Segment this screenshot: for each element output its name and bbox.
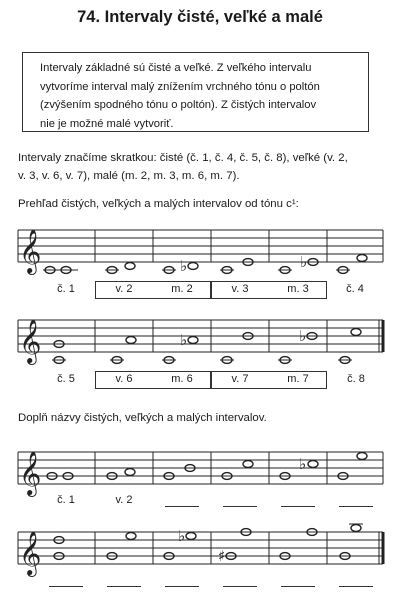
staff-1 (0, 218, 400, 278)
overview-heading: Prehľad čistých, veľkých a malých intervalov od tónu c¹: (18, 198, 299, 210)
info-line: nie je možné malé vytvoriť. (40, 117, 174, 130)
notes (52, 329, 361, 364)
answer-blank[interactable] (223, 586, 257, 587)
interval-label: č. 1 (57, 494, 75, 506)
interval-label: v. 7 (231, 373, 249, 385)
interval-box (95, 371, 211, 389)
answer-blank[interactable] (49, 586, 83, 587)
answer-blank[interactable] (281, 586, 315, 587)
flat-icon: ♭ (299, 327, 307, 345)
sharp-icon: ♯ (218, 547, 226, 565)
answer-blank[interactable] (165, 506, 199, 507)
interval-label: m. 7 (287, 373, 309, 385)
flat-icon: ♭ (180, 331, 188, 349)
staff-4 (0, 520, 400, 580)
accidentals (299, 455, 306, 473)
flat-icon: ♭ (299, 455, 307, 473)
staff-2-labels (0, 372, 400, 392)
answer-blank[interactable] (107, 586, 141, 587)
answer-blank[interactable] (223, 506, 257, 507)
notes (43, 255, 367, 274)
treble-clef-icon: 𝄞 (19, 229, 42, 273)
interval-label: v. 2 (115, 283, 133, 295)
staff-lines (18, 452, 383, 484)
info-line: vytvoríme interval malý znížením vrchného tónu o poltón (40, 80, 320, 93)
interval-label: č. 8 (347, 373, 365, 385)
staff-lines (18, 320, 383, 352)
info-line: Intervaly základné sú čisté a veľké. Z veľkého intervalu (40, 62, 312, 74)
staff-1-labels (0, 282, 400, 302)
flat-icon: ♭ (180, 257, 188, 275)
treble-clef-icon: 𝄞 (19, 451, 42, 495)
treble-clef-icon: 𝄞 (19, 319, 42, 363)
info-text (40, 59, 370, 133)
staff-2 (0, 308, 400, 368)
info-line: (zvýšením spodného tónu o poltón). Z čistých intervalov (40, 99, 317, 111)
interval-box (211, 281, 327, 299)
staff-lines (18, 532, 383, 564)
abbrev-line: Intervaly značíme skratkou: čisté (č. 1, č. 4, č. 5, č. 8), veľké (v. 2, (18, 152, 348, 164)
interval-box (211, 371, 327, 389)
abbreviation-paragraph (18, 150, 393, 185)
interval-label: m. 2 (171, 283, 193, 295)
interval-label: č. 4 (346, 283, 364, 295)
answer-blank[interactable] (281, 506, 315, 507)
answer-blank[interactable] (165, 586, 199, 587)
interval-label: v. 3 (231, 283, 249, 295)
answer-blank[interactable] (339, 586, 373, 587)
staff-4-labels (0, 574, 400, 594)
page-title: 74. Intervaly čisté, veľké a malé (77, 8, 323, 26)
answer-blank[interactable] (339, 506, 373, 507)
flat-icon: ♭ (178, 527, 186, 545)
flat-icon: ♭ (300, 253, 308, 271)
accidentals (178, 527, 225, 565)
staff-3 (0, 440, 400, 500)
interval-label: v. 6 (115, 373, 133, 385)
staff-3-labels (0, 494, 400, 514)
notes (54, 524, 363, 559)
abbrev-line: v. 3, v. 6, v. 7), malé (m. 2, m. 3, m. 6, m. 7). (18, 169, 240, 182)
interval-label: m. 6 (171, 373, 193, 385)
interval-label: v. 2 (115, 494, 133, 506)
interval-label: č. 5 (57, 373, 75, 385)
interval-label: m. 3 (287, 283, 309, 295)
exercise-heading: Doplň názvy čistých, veľkých a malých intervalov. (18, 412, 267, 424)
interval-box (95, 281, 211, 299)
staff-lines (18, 230, 383, 262)
interval-label: č. 1 (57, 283, 75, 295)
treble-clef-icon: 𝄞 (19, 531, 42, 575)
